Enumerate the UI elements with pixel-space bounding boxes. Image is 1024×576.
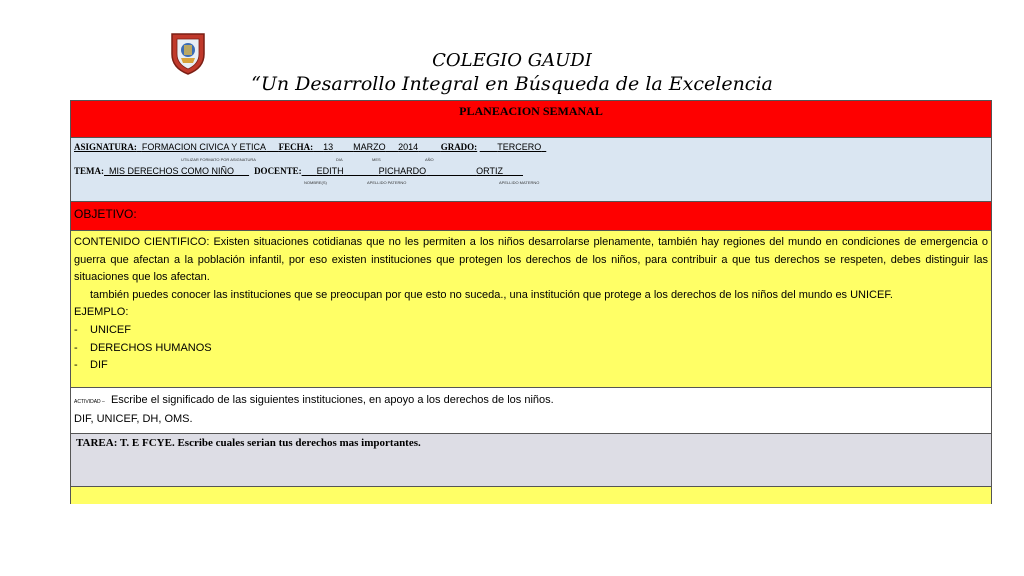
docente-materno: ORTIZ <box>476 166 503 176</box>
list-item: - DERECHOS HUMANOS <box>74 341 212 354</box>
hint-format: UTILIZAR FORMATO POR ASIGNATURA <box>181 157 256 162</box>
actividad-list: DIF, UNICEF, DH, OMS. <box>74 413 193 425</box>
docente-paterno: PICHARDO <box>378 166 427 176</box>
footer-row <box>71 487 991 504</box>
tema-value: MIS DERECHOS COMO NIÑO <box>109 166 235 176</box>
actividad-instruction: Escribe el significado de las siguientes instituciones, en apoyo a los derechos de los niños. <box>110 394 554 406</box>
hint-paterno: APELLIDO PATERNO <box>367 180 407 185</box>
grado-label: GRADO: <box>440 142 478 152</box>
tarea-text: TAREA: T. E FCYE. Escribe cuales serian tus derechos mas importantes. <box>76 437 421 449</box>
content-text <box>74 234 988 375</box>
topic-teacher-line <box>74 166 523 176</box>
content-row <box>71 231 991 388</box>
school-name: COLEGIO GAUDI <box>432 50 592 71</box>
asignatura-label: ASIGNATURA: <box>74 142 137 152</box>
ejemplo-label: EJEMPLO: <box>74 306 129 319</box>
actividad-label: ACTIVIDAD – <box>74 399 105 405</box>
hint-dia: DIA <box>336 157 343 162</box>
list-item: - DIF <box>74 359 108 372</box>
subject-date-grade-line <box>74 142 546 152</box>
fecha-year: 2014 <box>398 142 419 152</box>
fecha-month: MARZO <box>353 142 386 152</box>
hint-mes: MES <box>372 157 381 162</box>
plan-heading-row <box>71 101 991 138</box>
docente-nombre: EDITH <box>316 166 344 176</box>
homework-row <box>71 434 991 487</box>
plan-heading: PLANEACION SEMANAL <box>459 104 603 118</box>
fecha-day: 13 <box>323 142 334 152</box>
activity-row <box>71 388 991 434</box>
activity-text <box>74 392 554 428</box>
objetivo-label: OBJETIVO: <box>74 207 137 221</box>
hint-nombre: NOMBRE(S) <box>304 180 327 185</box>
school-motto: “Un Desarrollo Integral en Búsqueda de la Excelencia <box>251 73 773 95</box>
content-paragraph: CONTENIDO CIENTIFICO: Existen situaciones cotidianas que no les permiten a los niños desarrolarse plenamente, también hay regiones del mundo en condiciones de emergencia o guerra que afectan a la población infantil, por eso existen instituciones que protegen los derechos de los niños, para contribuir a que tus derechos se respeten, debes distinguir las situaciones que los afectan. <box>74 236 988 284</box>
objective-row <box>71 202 991 231</box>
hint-materno: APELLIDO MATERNO <box>499 180 540 185</box>
plan-info-row <box>71 138 991 202</box>
docente-label: DOCENTE: <box>254 166 302 176</box>
content-paragraph-2: también puedes conocer las instituciones que se preocupan por que esto no suceda., una institución que protege a los derechos de los niños del mundo es UNICEF. <box>90 288 893 301</box>
asignatura-value: FORMACION CIVICA Y ETICA <box>141 142 267 152</box>
list-item: - UNICEF <box>74 323 131 336</box>
hint-ano: AÑO <box>425 157 434 162</box>
grado-value: TERCERO <box>497 142 542 152</box>
fecha-label: FECHA: <box>278 142 314 152</box>
weekly-plan-sheet <box>70 100 992 504</box>
tema-label: TEMA: <box>74 166 104 176</box>
